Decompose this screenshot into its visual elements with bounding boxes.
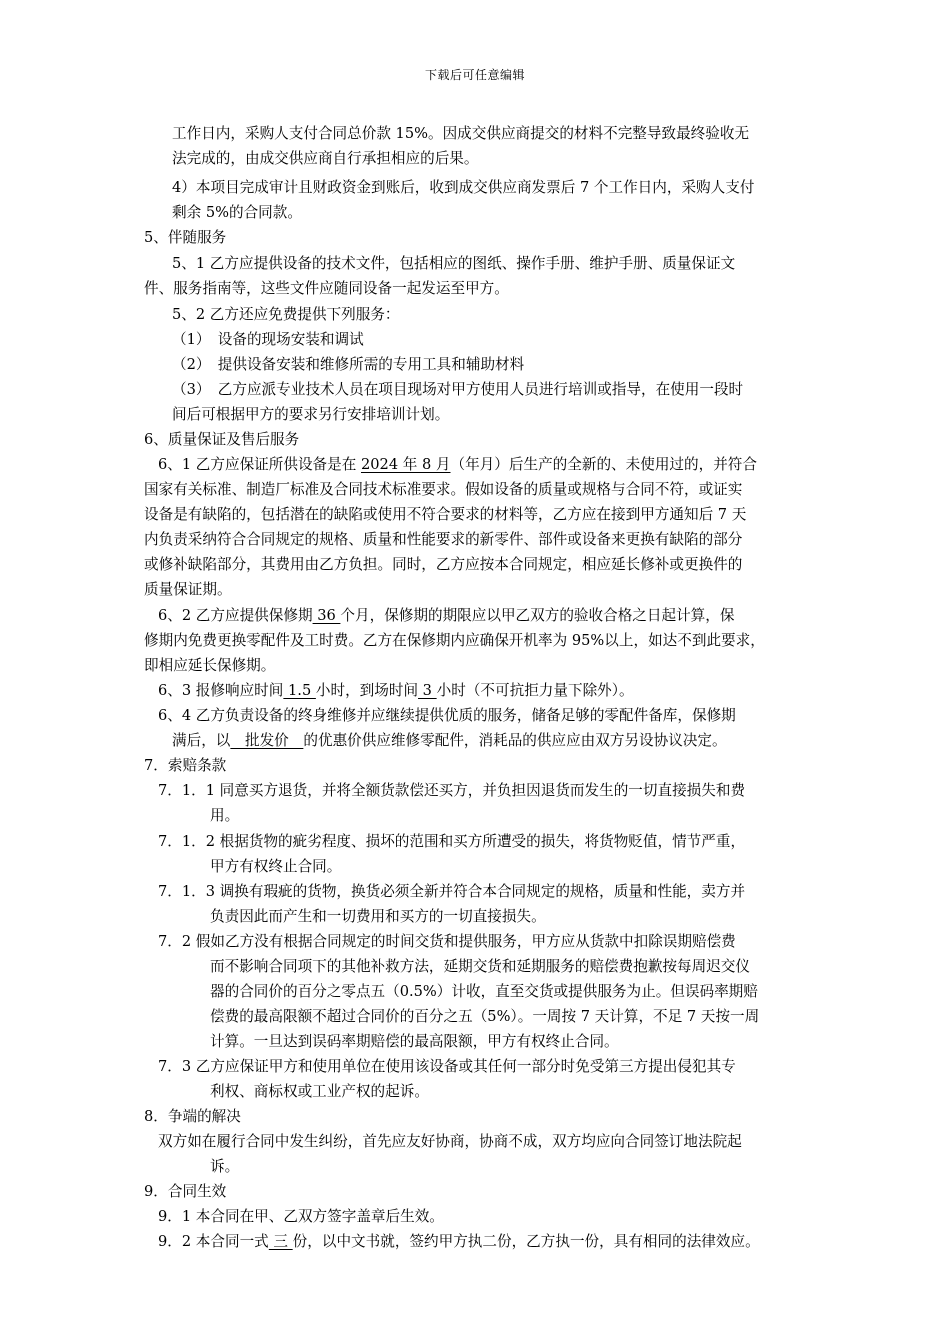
paragraph-line: 诉。 bbox=[210, 1158, 240, 1175]
filled-blank: 1.5 bbox=[283, 682, 316, 699]
paragraph-line: 剩余 5%的合同款。 bbox=[172, 204, 302, 221]
section-heading: 9．合同生效 bbox=[144, 1183, 227, 1200]
paragraph-line: 负责因此而产生和一切费用和买方的一切直接损失。 bbox=[210, 908, 546, 925]
paragraph-line: 器的合同价的百分之零点五（0.5%）计收，直至交货或提供服务为止。但误码率期赔 bbox=[210, 983, 758, 1000]
paragraph-line: 内负责采纳符合合同规定的规格、质量和性能要求的新零件、部件或设备来更换有缺陷的部分 bbox=[144, 531, 743, 548]
paragraph-line: 间后可根据甲方的要求另行安排培训计划。 bbox=[172, 406, 450, 423]
paragraph-line: 修期内免费更换零配件及工时费。乙方在保修期内应确保开机率为 95%以上，如达不到此要求， bbox=[144, 632, 765, 649]
paragraph-line bbox=[158, 681, 634, 701]
section-heading: 8．争端的解决 bbox=[144, 1108, 241, 1125]
paragraph-line: 利权、商标权或工业产权的起诉。 bbox=[210, 1083, 429, 1100]
paragraph-line: 即相应延长保修期。 bbox=[144, 657, 276, 674]
paragraph-line: 7．1．1 同意买方退货，并将全额货款偿还买方，并负担因退货而发生的一切直接损失和费 bbox=[158, 782, 746, 799]
paragraph-line: 双方如在履行合同中发生纠纷，首先应友好协商，协商不成，双方均应向合同签订地法院起 bbox=[158, 1133, 742, 1150]
paragraph-line bbox=[158, 1232, 760, 1252]
text-run: 小时，到场时间 bbox=[315, 682, 419, 699]
paragraph-line: 7．2 假如乙方没有根据合同规定的时间交货和提供服务，甲方应从货款中扣除误期赔偿费 bbox=[158, 933, 736, 950]
section-heading: 6、质量保证及售后服务 bbox=[144, 431, 300, 448]
list-item: （1） 设备的现场安装和调试 bbox=[172, 331, 364, 348]
filled-blank: 三 bbox=[268, 1233, 293, 1250]
paragraph-line: 4）本项目完成审计且财政资金到账后，收到成交供应商发票后 7 个工作日内，采购人支付 bbox=[172, 179, 755, 196]
section-heading: 5、伴随服务 bbox=[144, 229, 227, 246]
paragraph-line: 9．1 本合同在甲、乙双方签字盖章后生效。 bbox=[158, 1208, 444, 1225]
text-run: 份，以中文书就，签约甲方执二份，乙方执一份，具有相同的法律效应。 bbox=[292, 1233, 760, 1250]
text-run: 小时（不可抗拒力量下除外）。 bbox=[436, 682, 634, 699]
filled-blank: 36 bbox=[312, 607, 341, 624]
text-run: 6、1 乙方应保证所供设备是在 bbox=[158, 456, 361, 473]
section-heading: 7．索赔条款 bbox=[144, 757, 227, 774]
text-run: 9．2 本合同一式 bbox=[158, 1233, 269, 1250]
text-run: 的优惠价供应维修零配件，消耗品的供应应由双方另设协议决定。 bbox=[303, 732, 727, 749]
text-run: 6、2 乙方应提供保修期 bbox=[158, 607, 313, 624]
page-header: 下载后可任意编辑 bbox=[424, 68, 525, 82]
list-item: （2） 提供设备安装和维修所需的专用工具和辅助材料 bbox=[172, 356, 525, 373]
paragraph-line: 或修补缺陷部分，其费用由乙方负担。同时，乙方应按本合同规定，相应延长修补或更换件的 bbox=[144, 556, 743, 573]
paragraph-line bbox=[172, 731, 727, 751]
paragraph-line: 7．3 乙方应保证甲方和使用单位在使用该设备或其任何一部分时免受第三方提出侵犯其专 bbox=[158, 1058, 736, 1075]
paragraph-line: 法完成的，由成交供应商自行承担相应的后果。 bbox=[172, 150, 479, 167]
paragraph-line: 国家有关标准、制造厂标准及合同技术标准要求。假如设备的质量或规格与合同不符，或证实 bbox=[144, 481, 743, 498]
paragraph-line bbox=[158, 606, 734, 626]
paragraph-line: 6、4 乙方负责设备的终身维修并应继续提供优质的服务，储备足够的零配件备库，保修期 bbox=[158, 707, 736, 724]
paragraph-line: 工作日内，采购人支付合同总价款 15%。因成交供应商提交的材料不完整导致最终验收无 bbox=[172, 125, 750, 142]
paragraph-line: 质量保证期。 bbox=[144, 581, 232, 598]
text-run: （年月）后生产的全新的、未使用过的，并符合 bbox=[450, 456, 757, 473]
paragraph-line: 5、1 乙方应提供设备的技术文件，包括相应的图纸、操作手册、维护手册、质量保证文 bbox=[172, 255, 736, 272]
paragraph-line: 用。 bbox=[210, 807, 240, 824]
paragraph-line: 件、服务指南等，这些文件应随同设备一起发运至甲方。 bbox=[144, 280, 509, 297]
paragraph-line: 偿费的最高限额不超过合同价的百分之五（5%）。一周按 7 天计算，不足 7 天按一周 bbox=[210, 1008, 760, 1025]
paragraph-line: 甲方有权终止合同。 bbox=[210, 858, 342, 875]
filled-blank: 批发价 bbox=[230, 732, 304, 749]
text-run: 满后，以 bbox=[172, 732, 231, 749]
paragraph-line: 设备是有缺陷的，包括潜在的缺陷或使用不符合要求的材料等，乙方应在接到甲方通知后 7 天 bbox=[144, 506, 747, 523]
paragraph-line bbox=[158, 455, 757, 475]
filled-blank: 2024 年 8 月 bbox=[360, 456, 451, 473]
paragraph-line: 7．1．3 调换有瑕疵的货物，换货必须全新并符合本合同规定的规格，质量和性能，卖方并 bbox=[158, 883, 746, 900]
paragraph-line: 5、2 乙方还应免费提供下列服务： bbox=[172, 306, 400, 323]
paragraph-line: 计算。一旦达到误码率期赔偿的最高限额，甲方有权终止合同。 bbox=[210, 1033, 619, 1050]
list-item: （3） 乙方应派专业技术人员在项目现场对甲方使用人员进行培训或指导，在使用一段时 bbox=[172, 381, 744, 398]
filled-blank: 3 bbox=[418, 682, 437, 699]
text-run: 6、3 报修响应时间 bbox=[158, 682, 284, 699]
paragraph-line: 而不影响合同项下的其他补救方法，延期交货和延期服务的赔偿费抱歉按每周迟交仪 bbox=[210, 958, 750, 975]
paragraph-line: 7．1．2 根据货物的疵劣程度、损坏的范围和买方所遭受的损失，将货物贬值，情节严重， bbox=[158, 833, 746, 850]
text-run: 个月，保修期的期限应以甲乙双方的验收合格之日起计算，保 bbox=[340, 607, 735, 624]
